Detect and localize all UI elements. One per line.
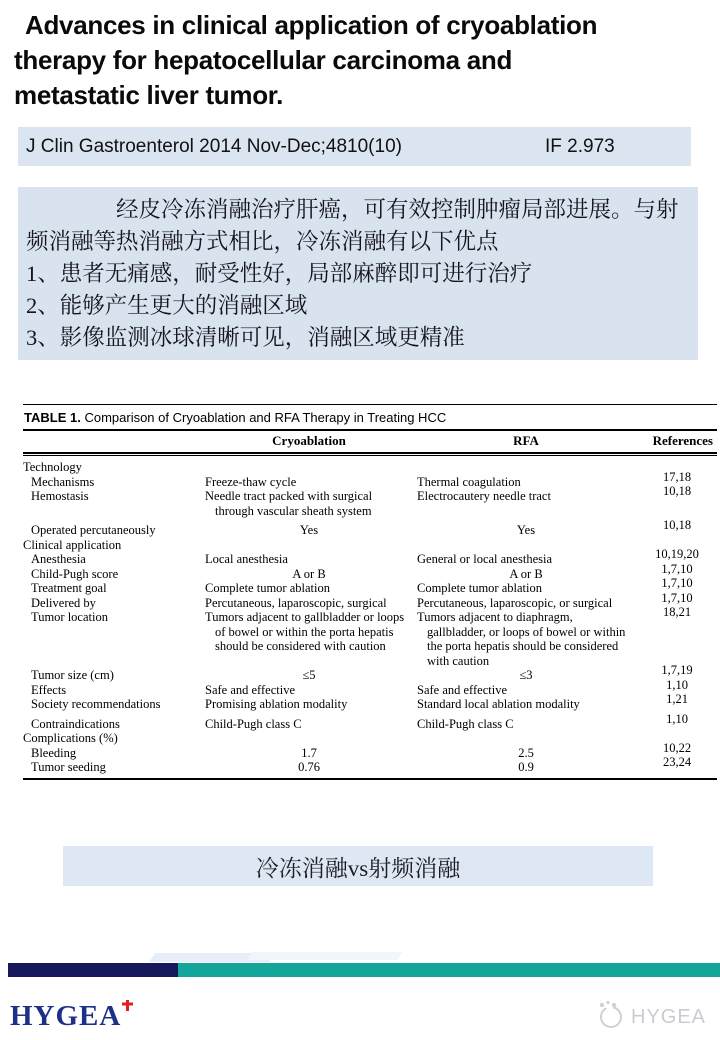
cell-label: Complications (%) <box>23 731 118 745</box>
comparison-table <box>23 404 717 780</box>
cell-label: Effects <box>31 682 67 697</box>
table-row <box>23 547 717 567</box>
slide-title-line: therapy for hepatocellular carcinoma and <box>14 45 513 75</box>
table-title <box>23 405 717 429</box>
table-row <box>23 692 717 712</box>
cell-cryoablation: Percutaneous, laparoscopic, surgical <box>205 595 387 610</box>
table-row <box>23 538 717 553</box>
brand-cross-icon <box>122 986 133 1019</box>
watermark <box>595 998 706 1036</box>
cell-label: Society recommendations <box>31 697 161 711</box>
cell-references: 1,10 <box>666 677 688 692</box>
cell-rfa: 2.5 <box>518 745 534 760</box>
cell-references <box>637 726 717 741</box>
cell-rfa: Percutaneous, laparoscopic, or surgical <box>417 595 613 610</box>
table-body <box>23 456 717 778</box>
cell-references: 1,21 <box>666 692 688 706</box>
watermark-logo-icon <box>595 998 625 1036</box>
cell-cryoablation: 1.7 <box>301 745 317 760</box>
cell-references: 10,19,20 <box>655 547 699 561</box>
cell-label: Tumor seeding <box>31 760 106 774</box>
cell-references: 23,24 <box>662 755 692 769</box>
table-row <box>23 460 717 475</box>
cell-label: Tumor size (cm) <box>31 668 114 682</box>
cell-label: Clinical application <box>23 537 122 552</box>
cell-cryoablation <box>203 731 415 746</box>
cell-references <box>637 533 717 548</box>
table-header-row <box>23 431 717 452</box>
cell-rfa: Complete tumor ablation <box>417 581 542 595</box>
table-title-number: TABLE 1. <box>24 410 81 425</box>
cell-rfa: Yes <box>516 523 536 537</box>
cell-rfa: ≤3 <box>519 668 533 682</box>
cell-label: Bleeding <box>31 745 77 760</box>
cell-cryoablation <box>203 460 415 475</box>
cell-rfa: Standard local ablation modality <box>417 697 580 711</box>
caption-box <box>63 846 653 886</box>
cell-rfa: Electrocautery needle tract <box>417 489 551 503</box>
table-row <box>23 484 717 518</box>
cell-label: Operated percutaneously <box>31 523 156 537</box>
cell-references: 10,18 <box>662 518 692 532</box>
table-header-empty <box>23 433 203 449</box>
cell-cryoablation: Safe and effective <box>205 682 295 697</box>
cell-cryoablation: Complete tumor ablation <box>205 581 330 595</box>
cell-cryoablation: Tumors adjacent to gallbladder or loops of bowel or within the porta hepatis should be considered with caution <box>205 610 405 653</box>
cell-rfa: General or local anesthesia <box>417 552 553 566</box>
summary-paragraph: 经皮冷冻消融治疗肝癌，可有效控制肿瘤局部进展。与射频消融等热消融方式相比，冷冻消融有以下优点 <box>26 197 679 254</box>
caption-text: 冷冻消融vs射频消融 <box>255 855 461 881</box>
summary-item: 3、影像监测冰球清晰可见，消融区域更精准 <box>26 325 465 350</box>
cell-label: Anesthesia <box>31 552 86 566</box>
table-header-rfa: RFA <box>513 433 539 448</box>
summary-items <box>26 258 690 354</box>
table-row <box>23 576 717 596</box>
summary-box <box>18 187 698 360</box>
cell-rfa <box>415 460 637 475</box>
cell-references <box>637 455 717 470</box>
summary-item: 1、患者无痛感，耐受性好，局部麻醉即可进行治疗 <box>26 261 533 286</box>
table-rule-bottom <box>23 778 717 780</box>
cell-rfa: Safe and effective <box>417 682 507 697</box>
cell-cryoablation: Local anesthesia <box>205 552 288 566</box>
table-row <box>23 731 717 746</box>
impact-factor: IF 2.973 <box>545 135 615 157</box>
cell-references: 17,18 <box>662 469 692 484</box>
cell-rfa: 0.9 <box>518 760 534 774</box>
cell-references: 18,21 <box>662 605 692 619</box>
table-row <box>23 469 717 490</box>
cell-cryoablation: Promising ablation modality <box>205 697 348 711</box>
cell-rfa: A or B <box>509 566 543 581</box>
cell-rfa: Child-Pugh class C <box>417 716 514 731</box>
cell-label: Tumor location <box>31 610 108 624</box>
cell-label: Treatment goal <box>31 581 107 595</box>
citation-journal: J Clin Gastroenterol 2014 Nov-Dec;4810(10) <box>26 135 402 157</box>
cell-rfa: Thermal coagulation <box>417 474 521 489</box>
cell-references: 1,7,19 <box>661 663 693 677</box>
cell-label: Hemostasis <box>31 489 89 503</box>
cell-references: 10,18 <box>662 484 692 498</box>
footer-accent-shape <box>247 952 403 960</box>
cell-references: 10,22 <box>662 740 692 755</box>
cell-cryoablation: Freeze-thaw cycle <box>205 474 297 489</box>
table-row <box>23 605 717 668</box>
table-row <box>23 561 717 582</box>
cell-cryoablation: ≤5 <box>302 668 316 682</box>
citation-bar <box>18 127 691 166</box>
cell-label: Mechanisms <box>31 474 95 489</box>
table-row <box>23 590 717 611</box>
table-row <box>23 518 717 538</box>
cell-references: 1,10 <box>666 711 688 726</box>
cell-references: 1,7,10 <box>661 561 693 576</box>
table-row <box>23 677 717 698</box>
cell-cryoablation: Child-Pugh class C <box>205 716 302 731</box>
cell-rfa <box>415 538 637 553</box>
cell-cryoablation: Needle tract packed with surgical through vascular sheath system <box>205 489 373 518</box>
slide-title <box>14 8 716 113</box>
table-title-text: Comparison of Cryoablation and RFA Therapy in Treating HCC <box>84 410 447 425</box>
footer-bar-navy <box>8 963 178 977</box>
cell-label: Technology <box>23 460 82 474</box>
cell-label: Delivered by <box>31 595 96 610</box>
cell-references: 1,7,10 <box>661 590 693 605</box>
cell-cryoablation <box>203 538 415 553</box>
cell-references: 1,7,10 <box>661 576 693 590</box>
cell-label: Contraindications <box>31 716 120 731</box>
table-row <box>23 755 717 775</box>
cell-cryoablation: 0.76 <box>298 760 320 774</box>
brand-logo <box>10 986 133 1033</box>
cell-rfa: Tumors adjacent to diaphragm, gallbladder, or loops of bowel or within the porta hepatis should be considered with caution <box>417 610 626 668</box>
table-row <box>23 711 717 732</box>
cell-rfa <box>415 731 637 746</box>
cell-cryoablation: Yes <box>299 523 319 537</box>
watermark-text: HYGEA <box>631 1005 707 1028</box>
cell-label: Child-Pugh score <box>31 566 119 581</box>
table-header-cryoablation: Cryoablation <box>272 433 346 448</box>
footer-bar-teal <box>178 963 720 977</box>
brand-name: HYGEA <box>10 1000 122 1032</box>
summary-item: 2、能够产生更大的消融区域 <box>26 293 308 318</box>
cell-cryoablation: A or B <box>292 566 326 581</box>
slide-title-line: metastatic liver tumor. <box>14 80 284 110</box>
table-header-references: References <box>652 433 713 448</box>
slide-title-line: Advances in clinical application of cryoablation <box>25 10 598 40</box>
table-row <box>23 740 717 761</box>
table-row <box>23 663 717 683</box>
